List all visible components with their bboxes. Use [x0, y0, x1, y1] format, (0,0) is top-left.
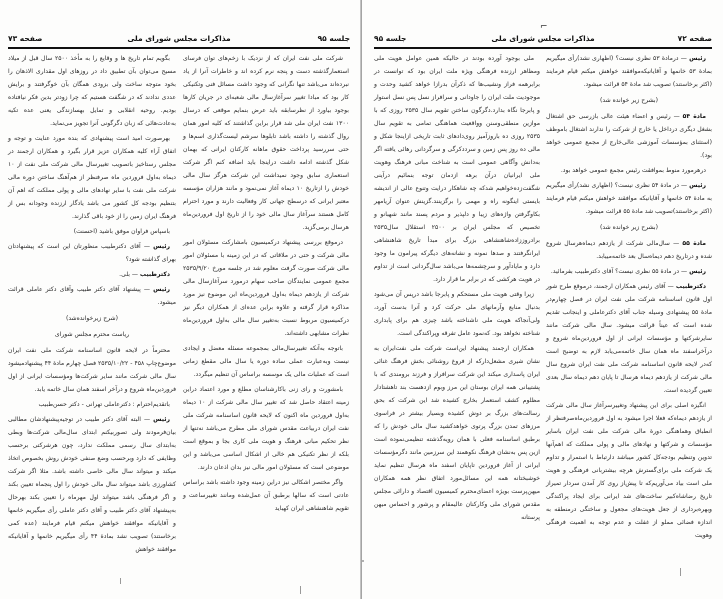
- stage-direction: (بشرح زیر خوانده شد): [600, 97, 658, 104]
- page-number: صفحه ۷۳: [8, 34, 43, 43]
- speech-text: بلی.: [119, 271, 130, 278]
- text-column-right: [183, 52, 349, 517]
- article: مادة ۵۵ — سال‌مالی شرکت از یازدهم دیماه‌هرسال شروع شده و درتاریخ دهم دیماه‌سال بعد خاتمه‌مییابد.: [546, 240, 712, 260]
- scan-speck: [300, 586, 301, 594]
- article-number: مادة ۵۵: [682, 240, 706, 247]
- speaker-name: رئیس: [689, 268, 706, 275]
- scan-speck: [120, 578, 121, 584]
- article: مادة ۵۴ — رئیس و اعضاء هیئت عالی بازرسی حق اشتغال بشغل دیگری درداخل یا خارج از شرکت را ندارند اشتغال باموظف (استثنای بمؤسسات آموزشی عالی‌خارج از مجمع عمومی خواهد بود).: [546, 113, 712, 159]
- text-column-right: [546, 52, 712, 544]
- session-label: جلسه ۹۵: [317, 34, 350, 43]
- speech-text: آقای دکترطبیب منظورتان این است که پیشنهادتان بهرای گذاشته شود؟: [8, 243, 176, 263]
- paragraph: شرکت ملی نفت ایران که از نزدیک با زخم‌های توان فرسای استعمارگذشته دست و پنجه نرم کرده اند و خاطرات آنرا از یاد نبرده‌اند می‌باشد تنها نگرانی که وجود داشت مسائل فنی وتکنیکی کار بود که مبادا تغییر سرآغازسال مالی شعبه‌ای در جریان کارها بوجود بیاورد از نظرسابقه باید عرض بنمایم موقعی که درسال ۱۳۰۰ نفت ایران ملی شد قرار براین گذاشتند که کلیه امور همان روال گذشته را داشته باشد تابلوها سرشم لیست‌گذاری اسم‌ها و حتی سررسید پرداخت حقوق ماهانه کارکنان ایرانی که بهمان شکل گذشته ادامه داشت دراینجا باید اضافه کنم اگر شرکت استعماری سابق وجود نمیداشت این شرکت هرگز سال مالی خودش را ازتاریخ ۱۰ دیماه آغاز نمی‌نمود و مانند هزاران مؤسسه معتبر ایرانی که درسطح جهانی کار وفعالیت دارند و مورد احترام کامل هستند سرآغاز سال مالی خود را از تاریخ اول فروردین‌ماه هرسال برمی‌گزید.: [183, 55, 349, 231]
- header-rule: [8, 47, 350, 49]
- speech: رئیس — درمادة ۵۳ نظری نیست؟ (اظهاری نشد)رأی میگیریم بمادة ۵۳ خانمها و آقایانیکه‌موافقند خواهش میکنم قیام فرمایند (اکثر برخاستند) تصویب شد مادة ۵۴ قرائت میشود.: [546, 55, 712, 88]
- speech-text: در مادة ۵۵ نظری نیست؟ آقای دکترطبیب بفرمائید.: [550, 268, 680, 275]
- paragraph: باسپاس فراوان موفق باشید (احسنت): [73, 228, 170, 235]
- article-text: سال‌مالی شرکت از یازدهم دیماه‌هرسال شروع شده و درتاریخ دهم دیماه‌سال بعد خاتمه‌مییابد.: [546, 240, 712, 260]
- page-number: صفحه ۷۲: [677, 34, 712, 43]
- paragraph: باتوجه به‌آنکه تغییرسال‌مالی بمجموعه مسئله معضل و ایجادی نیست وبه‌عبارت عملی ساده دوره یا سال مالی مقطع زمانی است که عملیات مالی یک موسسه براساس آن تنظیم میگردد.: [183, 345, 349, 378]
- speech-text: آقای رئیس همکاران ارجمند، درموقع طرح شور اول قانون اساسنامه شرکت ملی نفت ایران در فصل چهارم‌در مادة ۵۵ پیشنهادی وسیله جناب آقای دکترعاملی و اینجانب تقدیم شده است که عیناً قرائت میشود. سال مالی شرکت مانند سایرشرکتها و مؤسسات ایرانی از اول فروردین‌ماه شروع و درآخراسفند ماه همان سال خاتمه‌می‌یابد لازم به توضیح است که‌در لایحه قانون اساسنامه شرکت ملی نفت ایران شروع سال مالی شرکت از یازدهم دیماه هرسال تا پایان دهم دیماه سال بعدی تعیین گردیده است.: [546, 283, 712, 394]
- speaker-name: رئیس: [689, 182, 706, 189]
- scan-speck: [362, 560, 364, 562]
- paragraph: همکاران ارجمند پیشنهاد این‌است شرکت ملی نفت‌ایران به نشان شیری مشعل‌دارکه از فروغ روشنائی بخش فرهنگ غنائی ایران پاسداری میکند این شرکت سرافراز و فرزند برومندی که با پشتیبانی همه ایران بوستان این مرز وبوم ازدهست بند تاهشتادار مظلوم کشف استعمار بخارج کشیده شد این شرکت که بحق رسالت‌های بزرگ بر دوش کشیده وبسیار بیشتر در فراسوی مرزهای تمدن بزرگ پرتوی خواهدکشید سال مالی خودش را که برطبق اساسنامه فعلی با همان رویه‌گذشته تنظیمی‌نموده است ازین پس به‌نشان فرهنگ نکوهمند این سرزمین مانند دگرمؤسسات ایرانی از آغاز فروردین تاپایان اسفند ماه هرسال تنظیم نماید خوشبختانه همه این مسائل‌مورد اتفاق نظر همه همکاران میهن‌پرست بویژه اعضای‌محترم کمیسیون اقتصاد و دارائی مجلس مقدس شورای ملی وکارکنان عالیمقام و پرشور و احساس میهن پرستانه: [374, 345, 540, 521]
- page-header: [8, 34, 350, 46]
- signature: باتقدیم‌احترام : دکترعاملی تهرانی - دکتر حسن‌طبیب: [38, 401, 170, 408]
- speech: رئیس — در مادة ۵۵ نظری نیست؟ آقای دکترطبیب بفرمائید.: [550, 268, 706, 275]
- paragraph: انگیزه اصلی برای این پیشنهاد وتغییرسرآغاز سال مالی شرکت از یازدهم دیماه‌که فعلا اجرا میشود به اول فروردین‌ماه‌صرفنظر از انطباق وهماهنگی دورة مالی شرکت ملی نفت ایران باسایر مؤسسات و شرکتها و نهادهای مالی و پولی مملکت که اهم‌آنها تدوین وتنظیم بودجه‌کل کشور میباشد دارتباط با استمرار و تداوم یک شرکت ملی برای‌گسترش هرچه بیشتربانی فرهنگی و هویت ملی است بیاد می‌آوریم‌که تا پیش‌از روی کار آمدن سردار تمیراز تاریخ رضاشاه‌کبیر ساخت‌های شد ایرانی برای ایجاد پراکندگی وبهره‌برداری از جعل هویت‌های مجعول و ساختگی درمنطقه به اندازه فضائی مملو از غفلت و عدم توجه به اهمیت فرهنگی وهویت: [546, 402, 712, 539]
- speech: رئیس — پیشنهاد آقای دکتر طبیب وآقای دکتر عاملی قرائت میشود.: [8, 286, 176, 306]
- article-number: مادة ۵۴: [682, 113, 706, 120]
- speech: رئیس — البته آقای دکتر طبیب در توجیه‌پیشنهادشان مطالبی بیان‌فرمودند ولی تصوربیکنم ابتدای سال‌مالی شرکت‌ها وبطی به‌ابتدای سال رسمی مملکت ندارد، چون هرشرکتی برحسب وظایفی که دارد وبرحسب وضع صنفی خودش روش بخصوص اتخاذ میکند و میتواند سال مالی خاصی داشته باشد. مثلا اگر شرکت کشاورزی باشد میتواند سال مالی خودش را اول پنجماه تعیین بکند و اگر فرهنگی باشد میتواند اول مهرماه را تعیین بکند بهرحال به‌پیشنهاد آقای دکتر طبیب و آقای دکتر عاملی رأی میگیریم خانمها و آقایانیکه موافقند خواهش میکنم قیام فرمایند (عده کمی برخاستند) تصویب نشد بمادة ۴۴ رأی میگیریم خانمها و آقایانیکه موافقند خواهش: [8, 416, 176, 553]
- speaker-name: رئیس: [153, 286, 170, 293]
- speaker-name: رئیس: [153, 416, 170, 423]
- text-column-left: [8, 52, 176, 558]
- page-header: [374, 34, 712, 46]
- speech-text: البته آقای دکتر طبیب در توجیه‌پیشنهادشان مطالبی بیان‌فرمودند ولی تصوربیکنم ابتدای سال‌مالی شرکت‌ها وبطی به‌ابتدای سال رسمی مملکت ندارد، چون هرشرکتی برحسب وظایفی که دارد وبرحسب وضع صنفی خودش روش بخصوص اتخاذ میکند و میتواند سال مالی خاصی داشته باشد. مثلا اگر شرکت کشاورزی باشد میتواند سال مالی خودش را اول پنجماه تعیین بکند و اگر فرهنگی باشد میتواند اول مهرماه را تعیین بکند بهرحال به‌پیشنهاد آقای دکتر طبیب و آقای دکتر عاملی رأی میگیریم خانمها و آقایانیکه موافقند خواهش میکنم قیام فرمایند (عده کمی برخاستند) تصویب نشد بمادة ۴۴ رأی میگیریم خانمها و آقایانیکه موافقند خواهش: [8, 416, 176, 553]
- paragraph: واگر مختصر اشکالی نیز دراین زمینه وجود داشته باشد براساس عادتی است که سالها برطبق آن عمل‌شده ومانند تغییرساعت و تقویم شاهنشاهی ایران کهباید: [183, 479, 349, 512]
- paragraph: بگویم تمام تاریخ ها و وقایع را به مأخذ ۲۵۰۰ سال قبل از میلاد مسیح می‌توان بآن تطبیق داد در روزهای اول مقداری الاذهان را بخود متوجه ساخت ولی بزودی همگان بآن خوگرفتند و برایش عددی ندادند که در شگفت هستیم که چرا زودتر بدین فکر نیافتاده بودیم. روحیه انقلابی و تمایل بهسازندگی یعنی عده تکیه به‌عادت‌هائی که زبان دگرگونی آنرا تجویز می‌نماید.: [8, 55, 176, 127]
- handwritten-mark: ⌐: [540, 22, 548, 32]
- session-label: جلسه ۹۵: [374, 34, 407, 43]
- right-page: [362, 0, 723, 599]
- publication-title: مذاکرات مجلس شورای ملی: [491, 34, 595, 43]
- paragraph: محترماً در لایحه قانون اساسنامه شرکت ملی نفت ایران موضوع‌چاپ ۴۵۸ - ۲۵۳۵/۱۰/۲۲ فصل چهارم مادة ۴۴ پیشنهادمیشود سال مالی شرکت مانند سایر شرکت‌ها ومؤسسات ایرانی از اول فروردین‌ماه شروع و درآخر اسفند همان سال خاتمه یابد.: [8, 347, 177, 393]
- publication-title: مذاکرات مجلس شورای ملی: [127, 34, 231, 43]
- paragraph: بامشورت و رای زنی باکارشناسان مطلع و مورد اعتماد دراین زمینه اعتقاد حاصل شد که تغییر سال مالی شرکت از ۱۰ دیماه به‌اول فروردین ماه اکنون که لایحه قانون اساسنامه شرکت ملی نفت ایران دربیاعت مقدس شورای ملی مطرح می‌باشد نه‌تنها از نظر تحکیم مبانی فرهنگ و هویت ملی کاری بجا و بموقع است بلکه از نظر تکنیکی هم خالی از اشکال اساسی می‌باشد و این موضوعی است که مسئولان امور مالی نیز بدان اذعان دارند.: [183, 386, 350, 471]
- stage-direction: (بشرح زیر خوانده شد): [600, 224, 658, 231]
- speech: دکترطبیب — بلی.: [119, 271, 170, 278]
- paragraph: بهرصورت امید است پیشنهادی که بنده مورد عنایت و توجه و اتفاق آراء کلیه همکاران عزیز قرار بگیرد و همکاران ارجمند در مجلس رستاخیز باتصویب تغییرسال مالی شرکت ملی نفت از ۱۰ دیماه به‌اول فروردین ماه صرفنظر از هم‌آهنگ ساختن دوره مالی شرکت ملی نفت با سایر نهادهای مالی و پولی مملکت که اهم آن بتنظیم بودجه کل کشور می باشد یادگار ارزنده وجودانه بس از فرهنگ ایران زمین را از خود باقی گذارند.: [8, 135, 176, 220]
- speech-text: در مادة ۵۴ نظری نیست؟ (اظهاری نشد)رأی میگیریم به مادة ۵۴ خانمها و آقایانیکه موافقند خواهش میکنم قیام فرمایند (اکثر برخاستند)تصویب شد مادة ۵۵ قرائت میشود.: [546, 182, 712, 215]
- speech-text: پیشنهاد آقای دکتر طبیب وآقای دکتر عاملی قرائت میشود.: [8, 286, 176, 306]
- letter-salutation: ریاست محترم مجلس شورای: [54, 331, 130, 338]
- article-text: رئیس و اعضاء هیئت عالی بازرسی حق اشتغال بشغل دیگری درداخل یا خارج از شرکت را ندارند اشتغال باموظف (استثنای بمؤسسات آموزشی عالی‌خارج از مجمع عمومی خواهد بود).: [546, 113, 712, 159]
- paragraph: درهرمورد منوط بموافقت رئیس مجمع عمومی خواهد بود.: [560, 167, 706, 174]
- speech: دکترطبیب — آقای رئیس همکاران ارجمند، درموقع طرح شور اول قانون اساسنامه شرکت ملی نفت ایران در فصل چهارم‌در مادة ۵۵ پیشنهادی وسیله جناب آقای دکترعاملی و اینجانب تقدیم شده است که عیناً قرائت میشود. سال مالی شرکت مانند سایرشرکتها و مؤسسات ایرانی از اول فروردین‌ماه شروع و درآخراسفند ماه همان سال خاتمه‌می‌یابد لازم به توضیح است که‌در لایحه قانون اساسنامه شرکت ملی نفت ایران شروع سال مالی شرکت از یازدهم دیماه هرسال تا پایان دهم دیماه سال بعدی تعیین گردیده است.: [546, 283, 712, 394]
- scan-speck: [680, 568, 681, 576]
- paragraph: زیرا وقتی هویت ملی مستحکم و پابرجا باشد درپس آن می‌شود بدنبال منابع وآرمانهای ملی حرکت کرد و آنرا بدست آورد، ولی‌آنجاکه هویت ملی ناشناخته باشد چیزی هم برای پابداری شناخته نخواهد بود. که‌نمود عامل تفرقه وپراکندگی است.: [374, 291, 540, 337]
- paragraph: درموقع بررسی پیشنهاد درکمیسیون بامشارکت مسئولان امور مالی شرکت و حتی در ملاقاتی که در این زمینه با مسئولان امور مالی شرکت صورت گرفت معلوم شد در جلسه مورخ ۲۵۳۵/۹/۲۰ مجمع عمومی نمایندگان صاحب سهام درمورد سرآغازسال مالی شرکت از یازدهم دیماه به‌اول فروردین‌ماه این موضوع نیز مورد مذاکره قرار گرفته و علاوه براین عده‌ای از همکاران دیگر نیز درکمیسیون مربوط نسبت به‌تغییر سال مالی به‌اول فروردین‌ماه نظرات مشابهی داشته‌اند.: [183, 239, 349, 337]
- header-rule: [374, 47, 712, 49]
- speaker-name: رئیس: [153, 243, 170, 250]
- speech: رئیس — در مادة ۵۴ نظری نیست؟ (اظهاری نشد)رأی میگیریم به مادة ۵۴ خانمها و آقایانیکه موافقند خواهش میکنم قیام فرمایند (اکثر برخاستند)تصویب شد مادة ۵۵ قرائت میشود.: [546, 182, 712, 215]
- speaker-name: دکترطبیب: [675, 283, 706, 290]
- text-column-left: [374, 52, 540, 526]
- speaker-name: دکترطبیب: [139, 271, 170, 278]
- paragraph: ملی بوجود آورده بودند در حالیکه همین عوامل هویت ملی ومظاهر ارزنده فرهنگی ویژه ملت ایران بود که توانست در برابرهمه فراز ونشیب‌ها که ذکرآن بدرازا خواهد کشید وحدت و موجودیت ملت ایران را جاودانی و سرافراز نسل پس نسل استوار و پابرجا نگاه بدارد.دگرگون ساختن تقویم سال ۲۵۳۵ روزی که با موازین منطقی‌وسنن وواقعیت هماهنگی تمامی به تقویم سال ۲۵۳۵ روزی ده باروزآمیز روی‌دادهای ثابت تاریخی ازاینجا شکل و مالی ده روز پس زمین و سرددکرگی و سرگردانی رهائی یافته اگر به‌دانش وآگاهی عمومی است به شناخت مبانی فرهنگ وهویت ملی ایرانیان درآن برهه ازدمان توجه بنمائیم درآینی شگفت‌زده‌خواهیم شدکه چه شاهکار درایت وتنوع عالی از اندیشه بایستی اینگونه راه و مهمی را برگزینند.گزینش عنوان آریامهر بکاوگرفتن واژه‌های زیبا و دلپذیر و مردم پسند مانند شهبانو و تخصیص که مجلس ایران بر ۲۵۰۰ استقلال سال‌۲۵۳۵ برادروززاده‌شاهنشاهی بزرگ برای مبدأ تاریخ شاهنشاهی ایرانگرفتند و صدها نمونه و نشانه‌های دیگرکه پیرامون ما وجود دارد و مایادآور و سرچشمه‌ها می‌باشد سال‌گردانی است از تداوم در هویت هرکشی که در برابر ما قرار دارد.: [374, 55, 540, 283]
- stage-direction: (شرح زیرخوانده‌شد): [65, 315, 119, 322]
- speech: رئیس — آقای دکترطبیب منظورتان این است که پیشنهادتان بهرای گذاشته شود؟: [8, 243, 176, 263]
- speaker-name: رئیس: [689, 55, 706, 62]
- left-page: [0, 0, 361, 599]
- speech-text: درمادة ۵۳ نظری نیست؟ (اظهاری نشد)رأی میگیریم بمادة ۵۳ خانمها و آقایانیکه‌موافقند خواهش میکنم قیام فرمایند (اکثر برخاستند) تصویب شد مادة ۵۴ قرائت میشود.: [546, 55, 712, 88]
